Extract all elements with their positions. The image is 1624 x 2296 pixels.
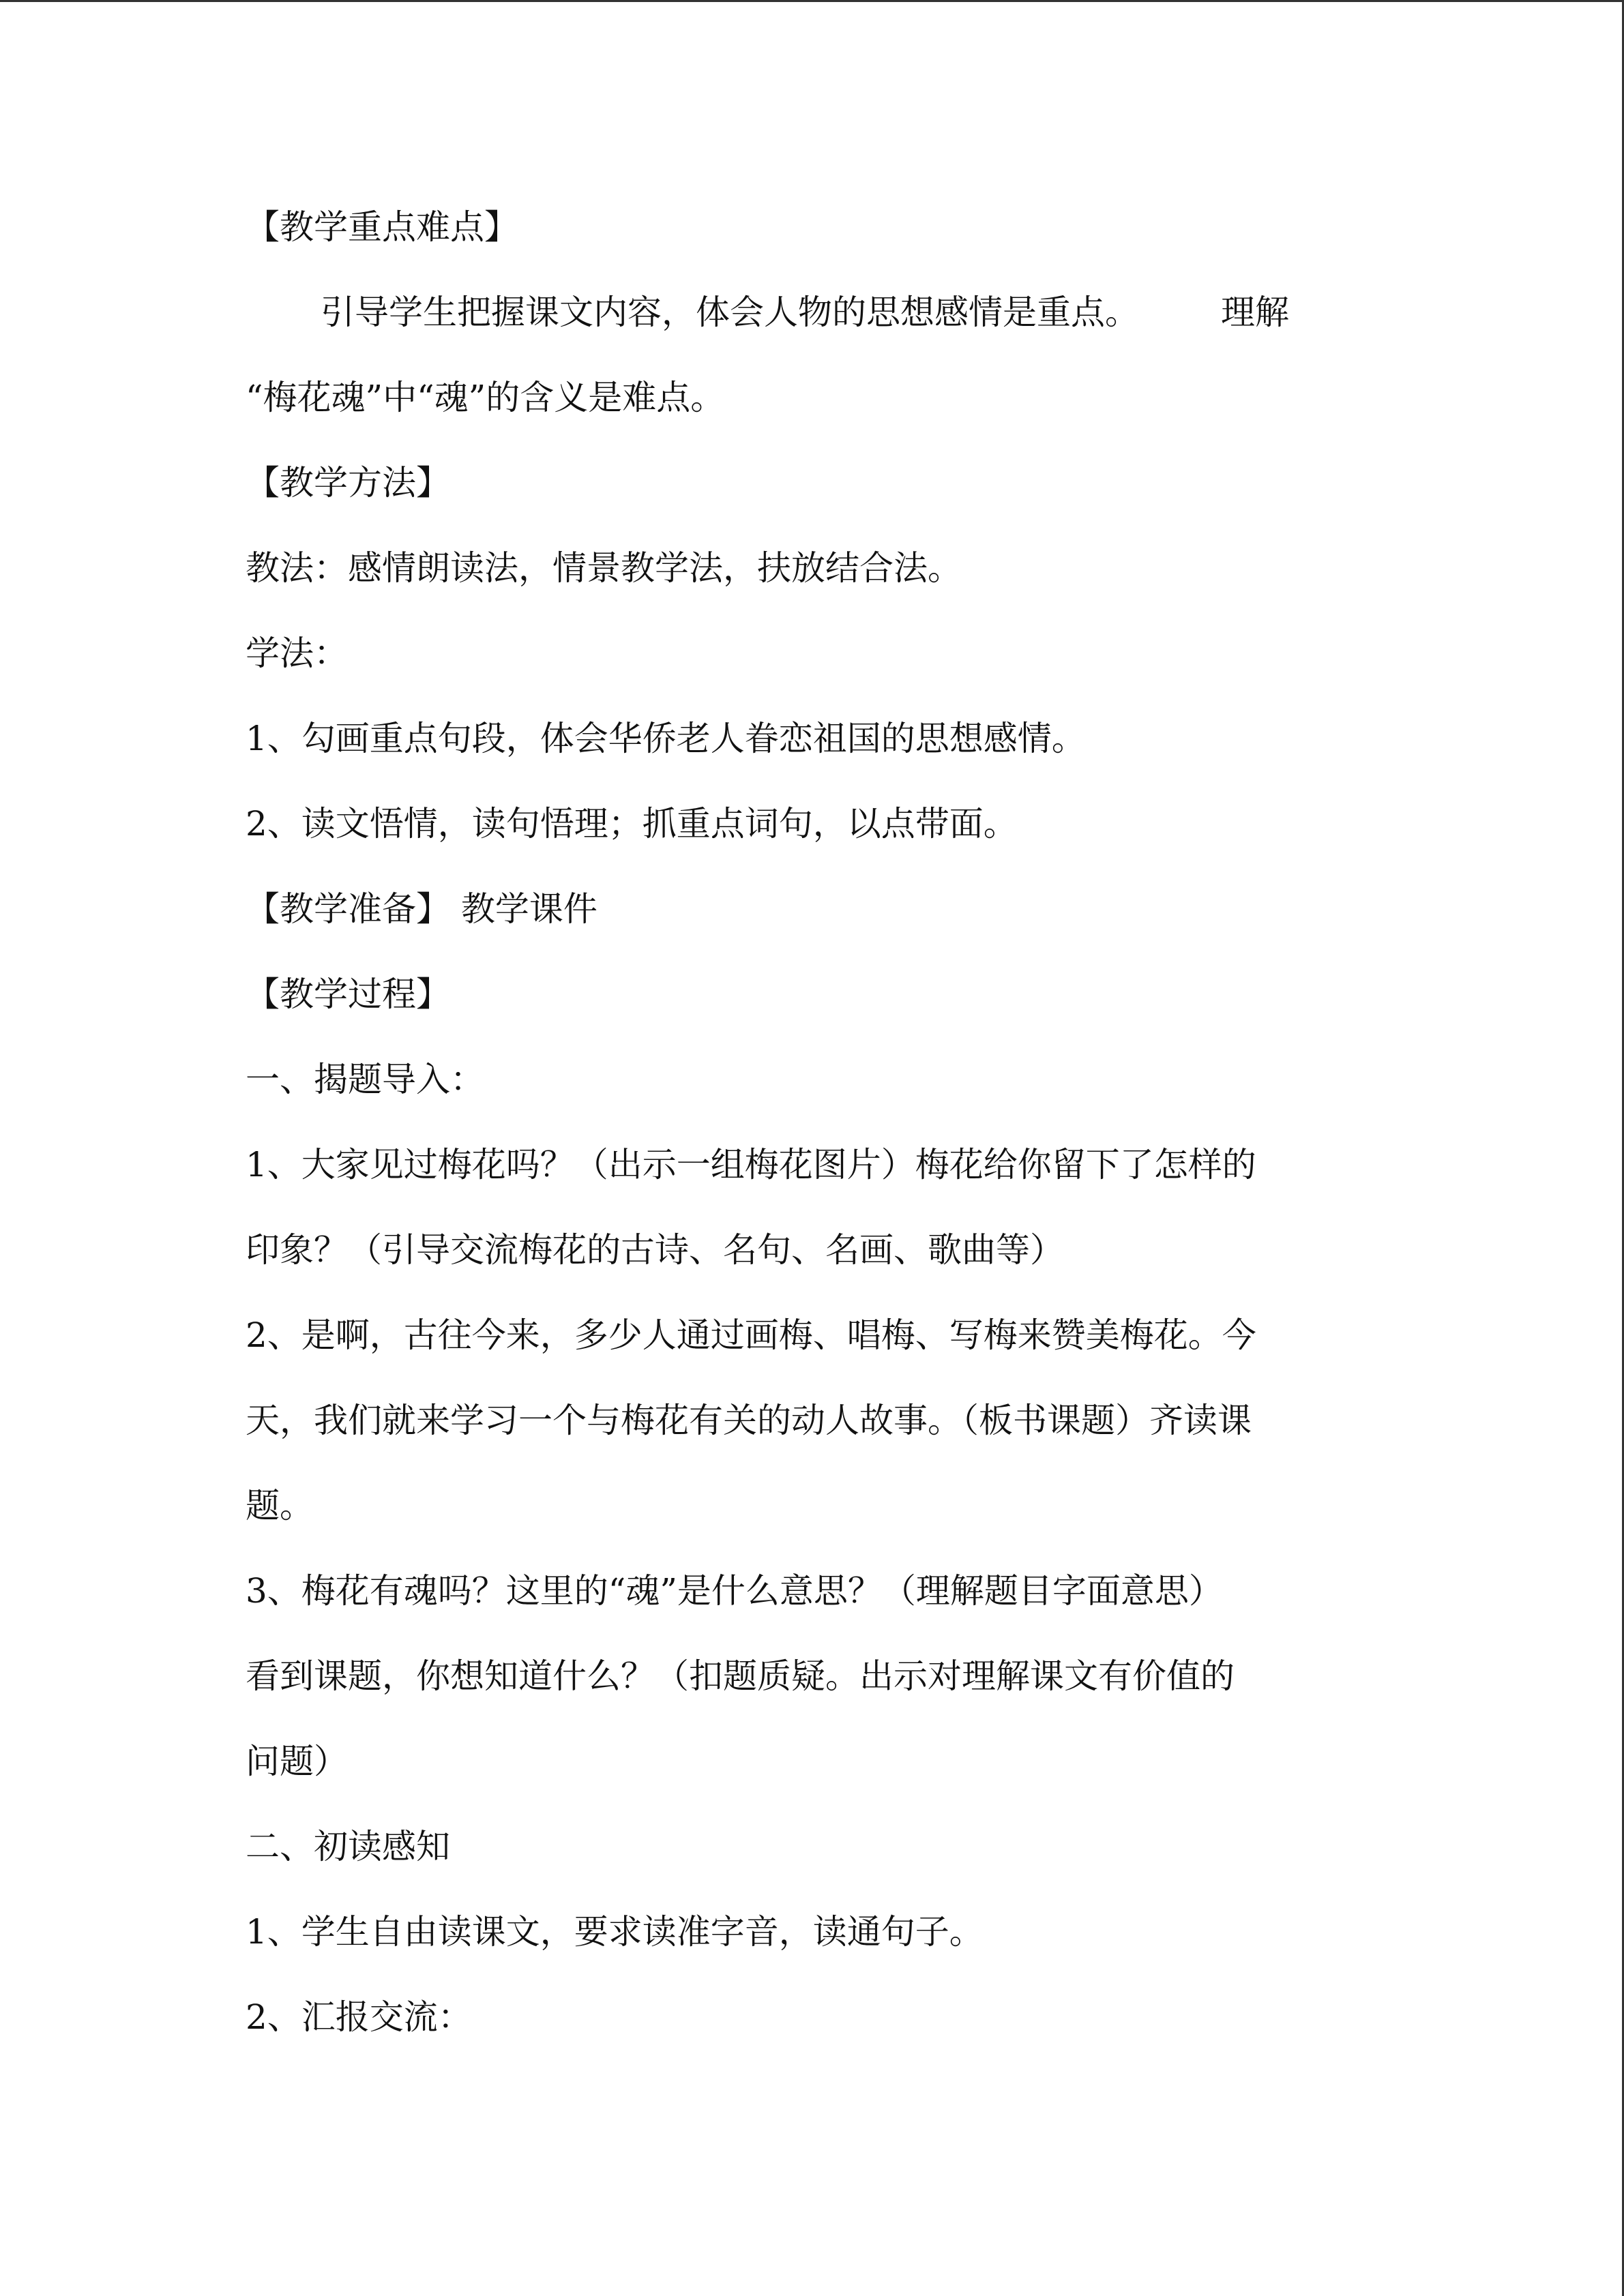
section-heading-process: 【教学过程】 — [246, 974, 450, 1014]
subsection-heading: 二、初读感知 — [246, 1827, 450, 1866]
list-item: 1、勾画重点句段，体会华侨老人眷恋祖国的思想感情。 — [246, 719, 1086, 758]
key-point-text: 引导学生把握课文内容，体会人物的思想感情是重点。 — [321, 293, 1139, 332]
paragraph-line: 学法： — [246, 633, 348, 673]
paragraph-line: 题。 — [246, 1486, 314, 1525]
paragraph-line: 看到课题，你想知道什么？（扣题质疑。出示对理解课文有价值的 — [246, 1656, 1235, 1696]
paragraph-line — [321, 293, 1289, 332]
list-item: 1、大家见过梅花吗？（出示一组梅花图片）梅花给你留下了怎样的 — [246, 1145, 1256, 1184]
paragraph-line: 天，我们就来学习一个与梅花有关的动人故事。（板书课题）齐读课 — [246, 1401, 1252, 1440]
list-item: 1、学生自由读课文，要求读准字音，读通句子。 — [246, 1912, 984, 1952]
paragraph-line: 教法：感情朗读法，情景教学法，扶放结合法。 — [246, 548, 962, 588]
section-heading-methods: 【教学方法】 — [246, 463, 450, 503]
section-heading-preparation: 【教学准备】 教学课件 — [246, 889, 597, 929]
section-heading-key-points: 【教学重点难点】 — [246, 207, 518, 247]
list-item: 3、梅花有魂吗？这里的“魂”是什么意思？（理解题目字面意思） — [246, 1571, 1223, 1611]
paragraph-line: 问题） — [246, 1742, 348, 1781]
list-item: 2、汇报交流： — [246, 1997, 472, 2037]
difficult-point-text: 理解 — [1221, 293, 1289, 332]
subsection-heading: 一、揭题导入： — [246, 1060, 484, 1099]
paragraph-line: 印象？（引导交流梅花的古诗、名句、名画、歌曲等） — [246, 1230, 1064, 1270]
paragraph-line: “梅花魂”中“魂”的含义是难点。 — [246, 378, 725, 417]
list-item: 2、读文悟情，读句悟理；抓重点词句，以点带面。 — [246, 804, 1018, 844]
list-item: 2、是啊，古往今来，多少人通过画梅、唱梅、写梅来赞美梅花。今 — [246, 1315, 1256, 1355]
